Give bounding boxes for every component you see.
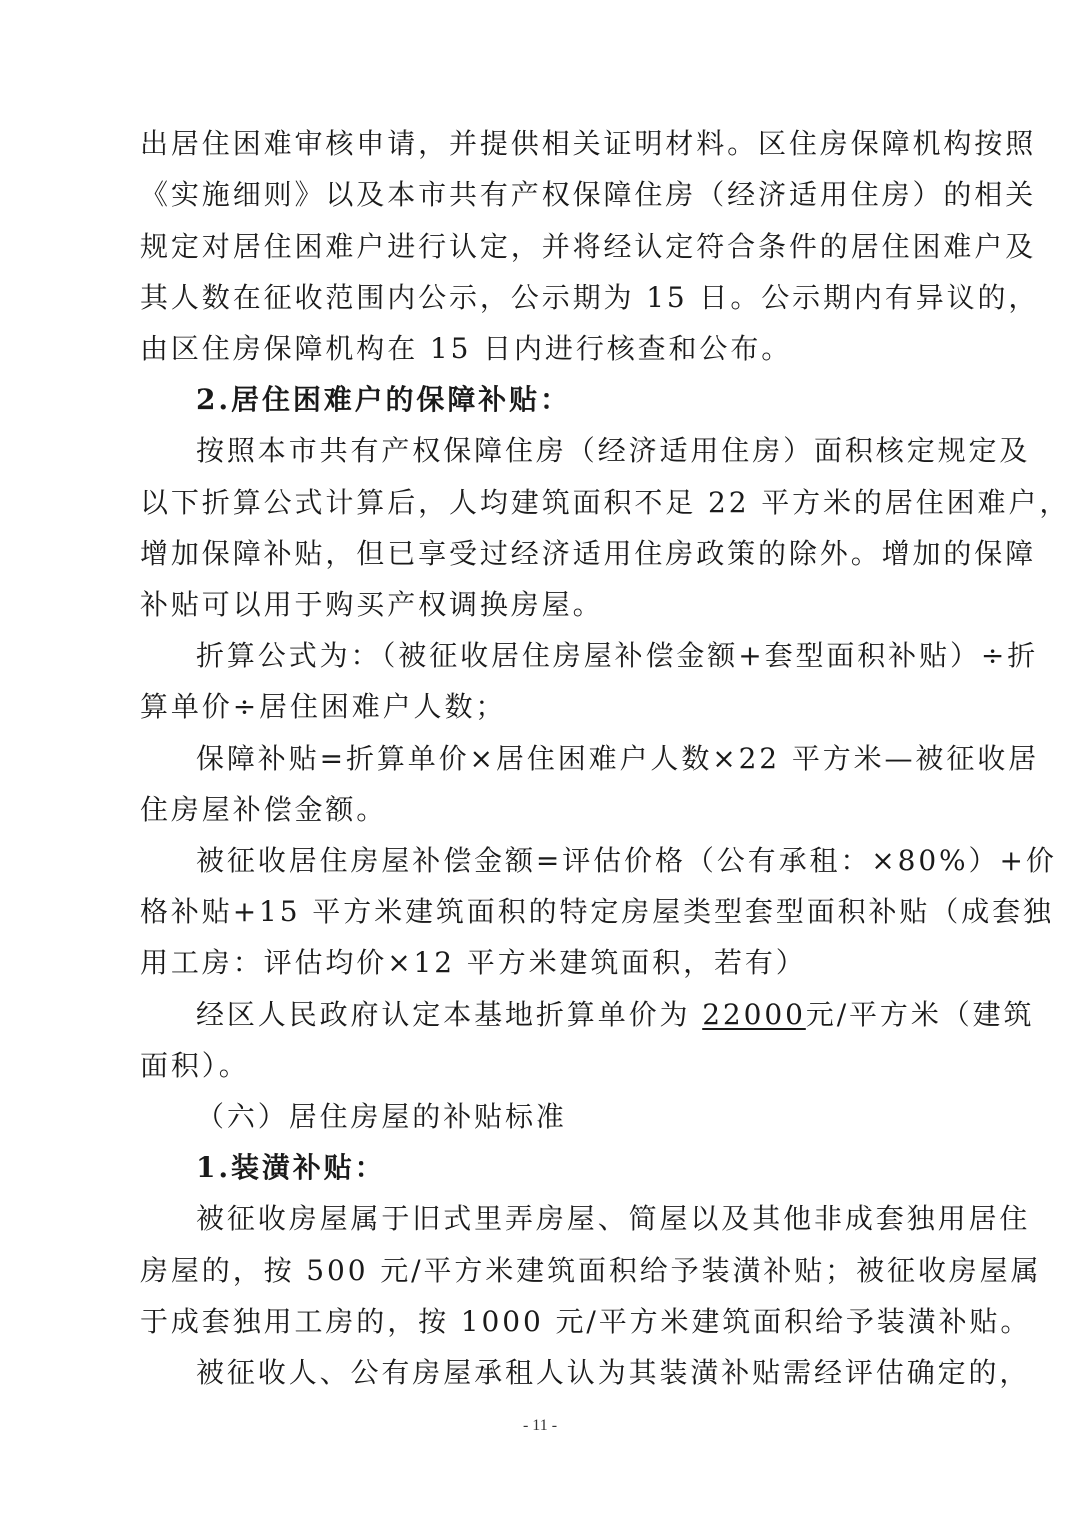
body-line: 增加保障补贴，但已享受过经济适用住房政策的除外。增加的保障 <box>140 537 1037 570</box>
unit-price-value: 22000 <box>702 998 806 1031</box>
body-line: 格补贴+15 平方米建筑面积的特定房屋类型套型面积补贴（成套独 <box>140 895 1054 928</box>
formula-line: 折算公式为：（被征收居住房屋补偿金额+套型面积补贴）÷折 <box>196 639 1039 672</box>
body-line: 用工房：评估均价×12 平方米建筑面积，若有） <box>140 946 807 979</box>
body-line: 以下折算公式计算后，人均建筑面积不足 22 平方米的居住困难户， <box>140 486 1071 519</box>
body-line: 按照本市共有产权保障住房（经济适用住房）面积核定规定及 <box>196 434 1031 467</box>
unit-price-lead: 经区人民政府认定本基地折算单价为 <box>196 998 691 1031</box>
body-line: 于成套独用工房的，按 1000 元/平方米建筑面积给予装潢补贴。 <box>140 1305 1032 1338</box>
formula-line: 住房屋补偿金额。 <box>140 793 388 826</box>
body-line: 被征收房屋属于旧式里弄房屋、简屋以及其他非成套独用居住 <box>196 1202 1031 1235</box>
body-line: 出居住困难审核申请，并提供相关证明材料。区住房保障机构按照 <box>140 127 1037 160</box>
section-heading: 1.装潢补贴： <box>196 1151 386 1184</box>
formula-line: 保障补贴=折算单价×居住困难户人数×22 平方米—被征收居 <box>196 742 1040 775</box>
body-line: 由区住房保障机构在 15 日内进行核查和公布。 <box>140 332 793 365</box>
body-line: 《实施细则》以及本市共有产权保障住房（经济适用住房）的相关 <box>140 178 1037 211</box>
body-line: 被征收居住房屋补偿金额=评估价格（公有承租：×80%）+价 <box>196 844 1057 877</box>
body-line: 房屋的，按 500 元/平方米建筑面积给予装潢补贴；被征收房屋属 <box>140 1254 1042 1287</box>
unit-price-line <box>196 995 1035 1035</box>
page-number: - 11 - <box>522 1417 558 1434</box>
body-line: 面积）。 <box>140 1049 250 1082</box>
body-line: 补贴可以用于购买产权调换房屋。 <box>140 588 604 621</box>
body-line: 规定对居住困难户进行认定，并将经认定符合条件的居住困难户及 <box>140 230 1037 263</box>
body-line: 其人数在征收范围内公示，公示期为 15 日。公示期内有异议的， <box>140 281 1040 314</box>
section-heading: 2.居住困难户的保障补贴： <box>196 383 571 416</box>
subsection-heading: （六）居住房屋的补贴标准 <box>196 1100 567 1133</box>
formula-line: 算单价÷居住困难户人数； <box>140 690 507 723</box>
body-line: 被征收人、公有房屋承租人认为其装潢补贴需经评估确定的， <box>196 1356 1031 1389</box>
unit-price-tail: 元/平方米（建筑 <box>805 998 1035 1031</box>
